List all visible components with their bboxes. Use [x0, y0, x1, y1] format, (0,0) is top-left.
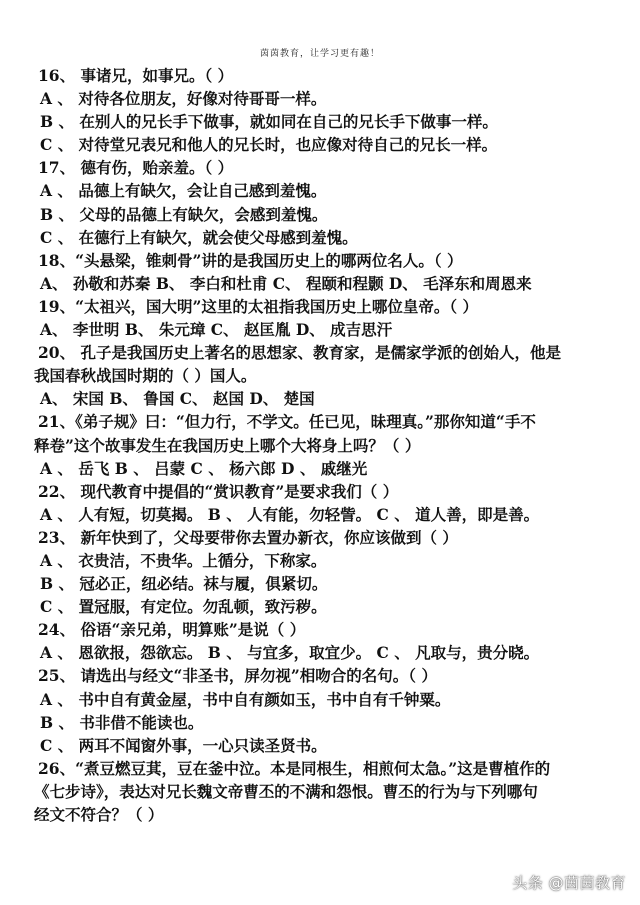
option-line: A 、 对待各位朋友，好像对待哥哥一样。	[40, 89, 327, 109]
question-continuation-line: 释卷”这个故事发生在我国历史上哪个大将身上吗？（ ）	[34, 435, 421, 455]
watermark: 头条 @茵茵教育	[512, 874, 626, 892]
option-line: A、 李世明 B、 朱元璋 C、 赵匡胤 D、 成吉思汗	[40, 320, 393, 340]
question-line: 22、 现代教育中提倡的“赏识教育”是要求我们（ ）	[38, 481, 399, 501]
option-line: A 、 书中自有黄金屋，书中自有颜如玉，书中自有千钟粟。	[40, 689, 451, 709]
option-line: A 、 衣贵洁，不贵华。上循分，下称家。	[40, 550, 327, 570]
option-line: A 、 人有短，切莫揭。 B 、 人有能，勿轻訾。 C 、 道人善，即是善。	[40, 504, 540, 524]
option-line: A 、 恩欲报，怨欲忘。 B 、 与宜多，取宜少。 C 、 凡取与，贵分晓。	[40, 643, 540, 663]
page-header: 茵茵教育，让学习更有趣！	[259, 49, 380, 59]
option-line: B 、 冠必正，纽必结。袜与履，俱紧切。	[40, 574, 328, 594]
question-line: 20、 孔子是我国历史上著名的思想家、教育家，是儒家学派的创始人，他是	[38, 343, 561, 363]
option-line: B 、 在别人的兄长手下做事，就如同在自己的兄长手下做事一样。	[40, 112, 498, 132]
question-continuation-line: 经文不符合？（ ）	[34, 805, 164, 824]
option-line: C 、 在德行上有缺欠，就会使父母感到羞愧。	[40, 227, 358, 247]
option-line: A、 宋国 B、 鲁国 C、 赵国 D、 楚国	[40, 389, 315, 409]
option-line: C 、 对待堂兄表兄和他人的兄长时，也应像对待自己的兄长一样。	[40, 135, 498, 155]
option-line: C 、 两耳不闻窗外事，一心只读圣贤书。	[40, 735, 327, 755]
option-line: B 、 父母的品德上有缺欠，会感到羞愧。	[40, 204, 328, 224]
question-line: 17、 德有伤，贻亲羞。（ ）	[38, 158, 234, 178]
question-line: 18、“头悬梁，锥刺骨”讲的是我国历史上的哪两位名人。（ ）	[38, 250, 463, 270]
question-line: 25、 请选出与经文“非圣书，屏勿视”相吻合的名句。（ ）	[38, 666, 437, 686]
option-line: B 、 书非借不能读也。	[40, 712, 204, 732]
question-line: 16、 事诸兄，如事兄。（ ）	[38, 66, 234, 85]
question-line: 19、“太祖兴，国大明”这里的太祖指我国历史上哪位皇帝。（ ）	[38, 296, 479, 316]
question-continuation-line: 《七步诗》，表达对兄长魏文帝曹丕的不满和怨恨。曹丕的行为与下列哪句	[34, 781, 538, 801]
option-line: A 、 岳飞 B 、 吕蒙 C 、 杨六郎 D 、 戚继光	[40, 458, 368, 478]
question-line: 24、 俗语“亲兄弟，明算账”是说（ ）	[38, 620, 306, 640]
quiz-document	[34, 64, 624, 826]
question-continuation-line: 我国春秋战国时期的（ ）国人。	[34, 366, 257, 386]
question-line: 26、“煮豆燃豆萁，豆在釜中泣。本是同根生，相煎何太急。”这是曹植作的	[38, 758, 551, 778]
question-line: 23、 新年快到了，父母要带你去置办新衣，你应该做到（ ）	[38, 527, 458, 547]
question-line: 21、《弟子规》曰：“但力行，不学文。任已见，昧理真。”那你知道“手不	[38, 412, 536, 432]
option-line: A 、 品德上有缺欠，会让自己感到羞愧。	[40, 181, 327, 201]
option-line: C 、 置冠服，有定位。勿乱顿，致污秽。	[40, 597, 327, 617]
option-line: A、 孙敬和苏秦 B、 李白和杜甫 C、 程颐和程颢 D、 毛泽东和周恩来	[40, 273, 532, 293]
